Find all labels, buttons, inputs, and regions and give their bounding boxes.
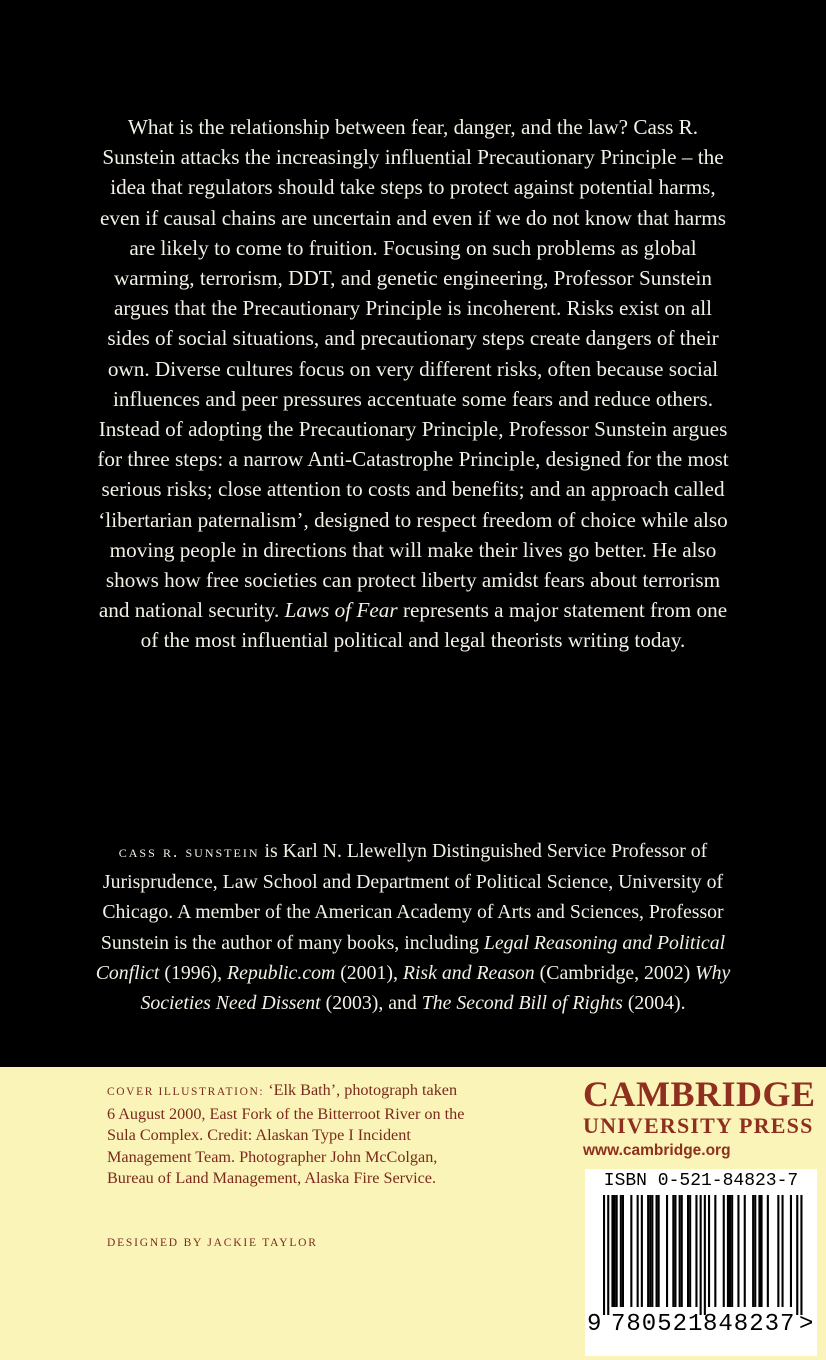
barcode-bar xyxy=(708,1195,710,1307)
barcode-bar xyxy=(622,1195,624,1307)
barcode-bar xyxy=(800,1195,802,1315)
ean-right-group: 848237 xyxy=(703,1311,796,1338)
barcode-bar xyxy=(790,1195,792,1307)
blurb-book-title: Laws of Fear xyxy=(284,598,398,623)
barcode xyxy=(585,1169,817,1356)
bio-text: (2004). xyxy=(627,992,686,1015)
bio-book-title: Risk and Reason xyxy=(402,961,535,984)
barcode-bar xyxy=(777,1195,779,1307)
ean-first-digit: 9 xyxy=(587,1311,601,1338)
credit-label: COVER ILLUSTRATION: xyxy=(107,1086,265,1098)
barcode-bar xyxy=(687,1195,689,1307)
barcode-bar xyxy=(731,1195,733,1307)
barcode-bar xyxy=(672,1195,674,1307)
barcode-bar xyxy=(758,1195,760,1307)
barcode-bar xyxy=(614,1195,616,1307)
barcode-bar xyxy=(630,1195,632,1307)
author-bio xyxy=(95,836,731,1018)
barcode-bar xyxy=(647,1195,649,1307)
bio-text: (1996), xyxy=(164,961,223,984)
barcode-bar xyxy=(761,1195,763,1307)
designer-credit: DESIGNED BY JACKIE TAYLOR xyxy=(107,1237,318,1249)
barcode-bar xyxy=(752,1195,754,1307)
blurb-text xyxy=(95,112,731,656)
barcode-bar xyxy=(754,1195,756,1307)
barcode-bar xyxy=(744,1195,746,1307)
barcode-bar xyxy=(641,1195,643,1307)
author-name: cass r. sunstein xyxy=(118,842,260,861)
isbn-label: ISBN 0-521-84823-7 xyxy=(603,1171,799,1191)
barcode-bar xyxy=(727,1195,729,1307)
barcode-bar xyxy=(607,1195,609,1315)
barcode-bar xyxy=(689,1195,691,1307)
blurb-part-2: represents a major statement from one of the most influential political and legal theorists writing today. xyxy=(140,598,728,653)
barcode-bar xyxy=(704,1195,706,1315)
ean-left-group: 780521 xyxy=(611,1311,704,1338)
barcode-bar xyxy=(679,1195,681,1307)
barcode-bar xyxy=(681,1195,683,1307)
publisher-url: www.cambridge.org xyxy=(583,1142,731,1159)
barcode-bar xyxy=(737,1195,739,1307)
barcode-bar xyxy=(651,1195,653,1307)
bio-book-title: Why Societies Need Dissent xyxy=(140,961,731,1015)
bio-text: is Karl N. Llewellyn Distinguished Service Professor of Jurisprudence, Law School and Department of Political Science, University of Chicago. A member of the American Academy of Arts and Sciences, Professor Sunstein is the author of many books, including xyxy=(100,840,724,954)
barcode-bar xyxy=(767,1195,769,1307)
publisher-name: CAMBRIDGE xyxy=(583,1074,816,1114)
bio-text: (Cambridge, 2002) xyxy=(539,961,691,984)
barcode-bar xyxy=(695,1195,697,1307)
barcode-bar xyxy=(603,1195,605,1315)
bio-book-title: Legal Reasoning and Political Conflict xyxy=(95,931,726,984)
back-cover-bottom-panel xyxy=(0,1067,826,1360)
blurb-part-1: What is the relationship between fear, danger, and the law? Cass R. Sunstein attacks the increasingly influential Precautionary Principle – the idea that regulators should take steps to protect against potential harms, even if causal chains are uncertain and even if we do not know that harms are likely to come to fruition. Focusing on such problems as global warming, terrorism, DDT, and genetic engineering, Professor Sunstein argues that the Precautionary Principle is incoherent. Risks exist on all sides of social situations, and precautionary steps create dangers of their own. Diverse cultures focus on very different risks, often because social influences and peer pressures accentuate some fears and reduce others. Instead of adopting the Precautionary Principle, Professor Sunstein argues for three steps: a narrow Anti-Catastrophe Principle, designed for the most serious risks; close attention to costs and benefits; and an approach called ‘libertarian paternalism’, designed to respect freedom of choice while also moving people in directions that will make their lives go better. He also shows how free societies can protect liberty amidst fears about terrorism and national security. xyxy=(97,115,729,623)
barcode-bar xyxy=(723,1195,725,1307)
publisher-press: UNIVERSITY PRESS xyxy=(583,1113,814,1138)
barcode-bar xyxy=(649,1195,651,1307)
barcode-bar xyxy=(658,1195,660,1307)
bio-book-title: The Second Bill of Rights xyxy=(421,992,623,1015)
publisher-logo xyxy=(583,1075,823,1161)
barcode-bars xyxy=(585,1195,817,1315)
barcode-bar xyxy=(700,1195,702,1315)
barcode-bar xyxy=(674,1195,676,1307)
bio-text: (2003), and xyxy=(325,992,417,1015)
barcode-bar xyxy=(782,1195,784,1307)
barcode-bar xyxy=(611,1195,613,1307)
cover-illustration-credit xyxy=(107,1080,467,1190)
barcode-bar xyxy=(656,1195,658,1307)
barcode-bar xyxy=(729,1195,731,1307)
barcode-bar xyxy=(616,1195,618,1307)
barcode-bar xyxy=(796,1195,798,1315)
barcode-bar xyxy=(714,1195,716,1307)
ean-quiet-zone-mark: > xyxy=(799,1311,813,1338)
bio-text: (2001), xyxy=(340,961,398,984)
barcode-bar xyxy=(620,1195,622,1307)
barcode-bar xyxy=(637,1195,639,1307)
barcode-bar xyxy=(666,1195,668,1307)
bio-book-title: Republic.com xyxy=(227,961,336,984)
credit-text: ‘Elk Bath’, photograph taken 6 August 2000, East Fork of the Bitterroot River on the Sula Complex. Credit: Alaskan Type I Incident Management Team. Photographer John McColgan, Bureau of Land Management, Alaska Fire Service. xyxy=(107,1081,465,1188)
